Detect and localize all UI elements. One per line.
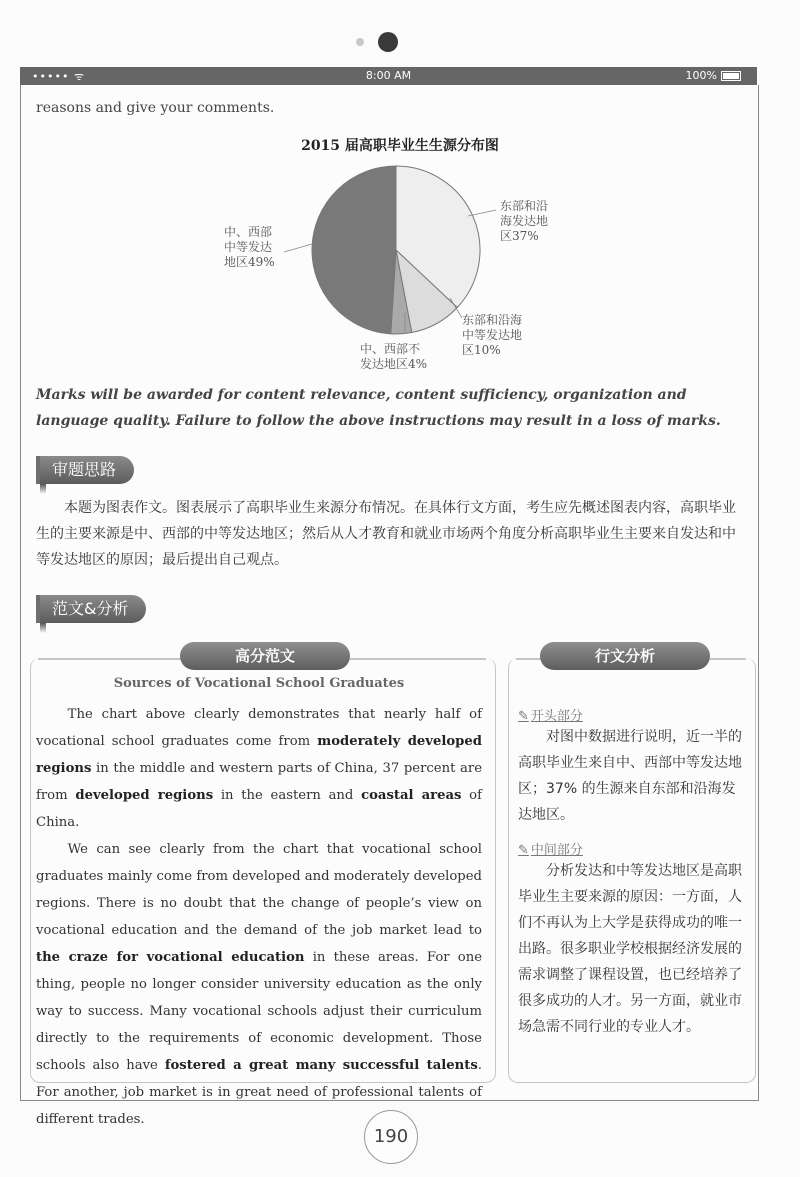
analysis-middle — [518, 839, 746, 1040]
essay-body — [36, 701, 482, 1133]
highlight: the craze for vocational education — [36, 950, 305, 965]
pie-slice-label: 中等发达地 — [462, 328, 523, 342]
pencil-icon: ✎ — [518, 709, 529, 724]
analysis-heading: ✎ 开头部分 — [518, 709, 583, 724]
section-tag-label: 审题思路 — [52, 460, 117, 479]
signal-wifi-icon: ••••• ᯤ — [32, 70, 85, 83]
highlight: moderately developed regions — [36, 734, 482, 776]
pie-slice-label: 东部和沿 — [500, 199, 549, 213]
page-number: 190 — [364, 1110, 418, 1164]
pie-slice-label: 中、西部不 — [360, 342, 421, 356]
analysis-paragraph: 本题为图表作文。图表展示了高职毕业生来源分布情况。在具体行文方面，考生应先概述图表内容，高职毕业生的主要来源是中、西部的中等发达地区；然后从人才教育和就业市场两个角度分析高职毕业生主要来自发达和中等发达地区的原因；最后提出自己观点。 — [36, 500, 736, 568]
intro-line: reasons and give your comments. — [36, 100, 275, 116]
pie-slice-label: 发达地区4% — [360, 357, 428, 371]
section-tag-label: 范文&分析 — [52, 599, 129, 618]
battery-percent: 100% — [685, 69, 717, 82]
pie-slice-label: 海发达地 — [500, 214, 549, 228]
pencil-icon: ✎ — [518, 843, 529, 858]
pie-leader-line — [468, 210, 496, 216]
analysis-text: 对图中数据进行说明，近一半的高职毕业生来自中、西部中等发达地区；37% 的生源来自东部和沿海发达地区。 — [518, 729, 742, 823]
pie-slice-label: 中等发达 — [224, 240, 273, 254]
essay-paragraph: We can see clearly from the chart that vocational school graduates mainly come from developed and moderately developed regions. There is no doubt that the change of people’s view on vocational education and the demand of the job market lead to the craze for vocational education in these areas. For one thing, people no longer consider university education as the only way to success. Many vocational schools adjust their curriculum directly to the requirements of economic development. Those schools also have fostered a great many successful talents. For another, job market is in great need of professional talents of different trades. — [36, 842, 482, 1127]
pie-slice-label: 区10% — [462, 343, 501, 357]
pie-slice-label: 区37% — [500, 229, 539, 243]
essay-paragraph: The chart above clearly demonstrates that nearly half of vocational school graduates come from moderately developed regions in the middle and western parts of China, 37 percent are from developed regions in the eastern and coastal areas of China. — [36, 707, 483, 830]
status-bar — [20, 67, 757, 85]
highlight: developed regions — [75, 788, 214, 803]
essay-title: Sources of Vocational School Graduates — [113, 676, 405, 691]
page-dot-active[interactable] — [378, 32, 398, 52]
section-tag-analysis-approach — [40, 456, 134, 484]
section-tag-sample-essay — [40, 595, 146, 623]
marks-instructions: Marks will be awarded for content relevance, content sufficiency, organization and language quality. Failure to follow the above instructions may result in a loss of marks. — [36, 387, 721, 429]
page-dot-inactive[interactable] — [356, 38, 364, 46]
analysis-text: 分析发达和中等发达地区是高职毕业生主要来源的原因：一方面，人们不再认为上大学是获得成功的唯一出路。很多职业学校根据经济发展的需求调整了课程设置，也已经培养了很多成功的人才。另一方面，就业市场急需不同行业的专业人才。 — [518, 863, 742, 1035]
page-number-badge — [364, 1110, 416, 1162]
chart-title: 2015 届高职毕业生生源分布图 — [301, 138, 499, 154]
analysis-heading: ✎ 中间部分 — [518, 843, 583, 858]
analysis-pill: 行文分析 — [540, 642, 710, 670]
pie-slice-label: 东部和沿海 — [462, 313, 523, 327]
pie-slice — [312, 166, 396, 334]
essay-pill: 高分范文 — [180, 642, 350, 670]
clock: 8:00 AM — [365, 69, 412, 82]
analysis-opening — [518, 705, 746, 828]
pie-slice-label: 地区49% — [224, 255, 275, 269]
pie-chart — [200, 150, 600, 380]
pie-slice-label: 中、西部 — [224, 225, 273, 239]
pie-leader-line — [284, 244, 312, 252]
highlight: fostered a great many successful talents — [164, 1058, 478, 1073]
highlight: coastal areas — [361, 788, 462, 803]
battery-indicator — [686, 69, 741, 82]
battery-icon — [721, 71, 741, 81]
